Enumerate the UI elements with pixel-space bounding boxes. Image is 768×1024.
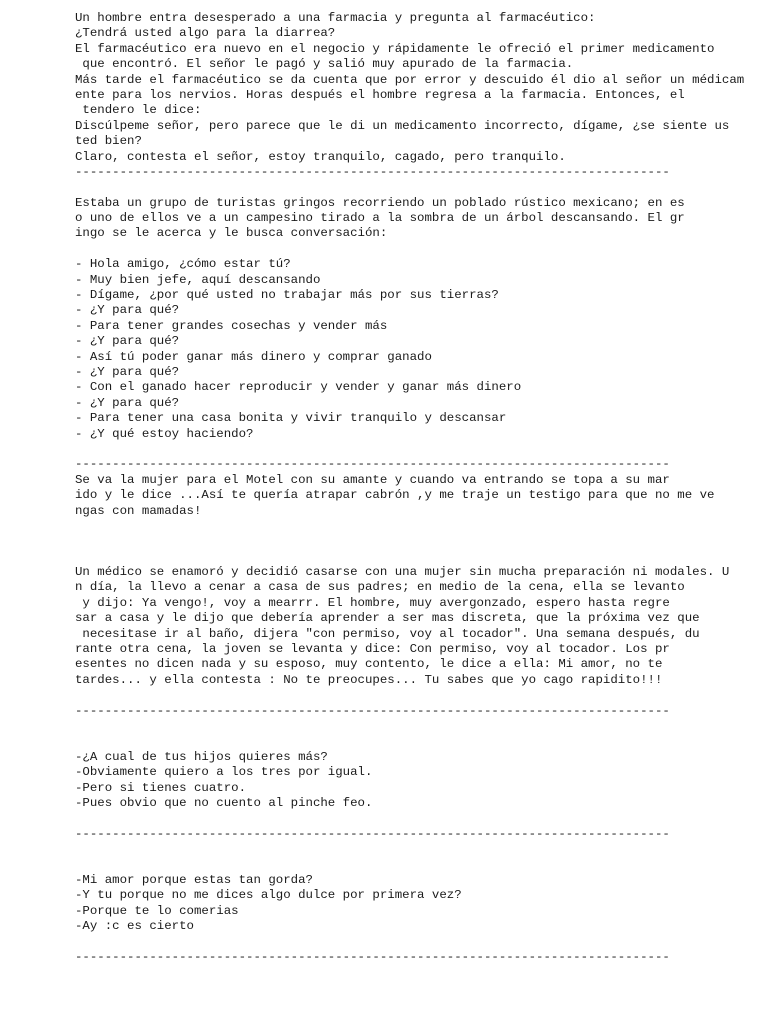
- blank-line: [75, 719, 765, 734]
- separator-line: --------------------------------------------------------------------------------: [75, 703, 670, 718]
- blank-line: [75, 934, 765, 949]
- blank-line: [75, 242, 765, 257]
- blank-line: [75, 550, 765, 565]
- text-line: -Obviamente quiero a los tres por igual.: [75, 765, 373, 780]
- text-line: - Para tener grandes cosechas y vender más: [75, 318, 388, 333]
- text-line: - ¿Y para qué?: [75, 364, 180, 379]
- blank-line: [75, 857, 765, 872]
- text-line: Un hombre entra desesperado a una farmacia y pregunta al farmacéutico:: [75, 11, 596, 25]
- text-line: ted bien?: [75, 134, 142, 149]
- text-line: ingo se le acerca y le busca conversación:: [75, 226, 388, 241]
- text-line: que encontró. El señor le pagó y salió muy apurado de la farmacia.: [75, 57, 574, 72]
- text-line: - ¿Y para qué?: [75, 395, 180, 410]
- text-line: - ¿Y para qué?: [75, 303, 180, 318]
- blank-line: [75, 442, 765, 457]
- text-line: tardes... y ella contesta : No te preocupes... Tu sabes que yo cago rapidito!!!: [75, 672, 663, 687]
- text-line: necesitase ir al baño, dijera "con permiso, voy al tocador". Una semana después, du: [75, 626, 700, 641]
- text-line: -Porque te lo comerias: [75, 903, 239, 918]
- separator-line: --------------------------------------------------------------------------------: [75, 949, 670, 964]
- text-line: -Mi amor porque estas tan gorda?: [75, 872, 313, 887]
- text-line: - Para tener una casa bonita y vivir tranquilo y descansar: [75, 411, 507, 426]
- text-line: -Y tu porque no me dices algo dulce por primera vez?: [75, 888, 462, 903]
- text-line: o uno de ellos ve a un campesino tirado a la sombra de un árbol descansando. El gr: [75, 211, 685, 226]
- separator-line: --------------------------------------------------------------------------------: [75, 826, 670, 841]
- text-line: y dijo: Ya vengo!, voy a mearrr. El hombre, muy avergonzado, espero hasta regre: [75, 595, 670, 610]
- separator-line: --------------------------------------------------------------------------------: [75, 457, 670, 472]
- text-line: Estaba un grupo de turistas gringos recorriendo un poblado rústico mexicano; en es: [75, 195, 685, 210]
- text-line: Discúlpeme señor, pero parece que le di un medicamento incorrecto, dígame, ¿se siente us: [75, 118, 730, 133]
- text-line: Un médico se enamoró y decidió casarse con una mujer sin mucha preparación ni modales. U: [75, 565, 730, 580]
- text-line: n día, la llevo a cenar a casa de sus padres; en medio de la cena, ella se levanto: [75, 580, 685, 595]
- text-line: -¿A cual de tus hijos quieres más?: [75, 749, 328, 764]
- blank-line: [75, 519, 765, 534]
- text-line: -Pues obvio que no cuento al pinche feo.: [75, 795, 373, 810]
- text-line: tendero le dice:: [75, 103, 202, 118]
- text-line: - Dígame, ¿por qué usted no trabajar más por sus tierras?: [75, 288, 499, 303]
- text-line: esentes no dicen nada y su esposo, muy contento, le dice a ella: Mi amor, no te: [75, 657, 663, 672]
- separator-line: --------------------------------------------------------------------------------: [75, 164, 670, 179]
- text-line: Claro, contesta el señor, estoy tranquilo, cagado, pero tranquilo.: [75, 149, 566, 164]
- text-line: - ¿Y para qué?: [75, 334, 180, 349]
- blank-line: [75, 180, 765, 195]
- text-line: sar a casa y le dijo que debería aprender a ser mas discreta, que la próxima vez que: [75, 611, 700, 626]
- text-line: -Pero si tienes cuatro.: [75, 780, 247, 795]
- text-line: ido y le dice ...Así te quería atrapar cabrón ,y me traje un testigo para que no me ve: [75, 488, 715, 503]
- text-line: - Hola amigo, ¿cómo estar tú?: [75, 257, 291, 272]
- blank-line: [75, 842, 765, 857]
- text-line: - Con el ganado hacer reproducir y vender y ganar más dinero: [75, 380, 522, 395]
- blank-line: [75, 734, 765, 749]
- text-line: Más tarde el farmacéutico se da cuenta que por error y descuido él dio al señor un médicam: [75, 72, 745, 87]
- blank-line: [75, 811, 765, 826]
- text-line: rante otra cena, la joven se levanta y dice: Con permiso, voy al tocador. Los pr: [75, 642, 670, 657]
- text-line: -Ay :c es cierto: [75, 919, 194, 934]
- text-line: - ¿Y qué estoy haciendo?: [75, 426, 254, 441]
- blank-line: [75, 534, 765, 549]
- text-line: - Muy bien jefe, aquí descansando: [75, 272, 321, 287]
- text-line: - Así tú poder ganar más dinero y comprar ganado: [75, 349, 432, 364]
- text-line: ¿Tendrá usted algo para la diarrea?: [75, 26, 336, 41]
- document-page: [75, 11, 765, 965]
- blank-line: [75, 688, 765, 703]
- text-line: Se va la mujer para el Motel con su amante y cuando va entrando se topa a su mar: [75, 472, 670, 487]
- text-line: ngas con mamadas!: [75, 503, 202, 518]
- text-line: ente para los nervios. Horas después el hombre regresa a la farmacia. Entonces, el: [75, 87, 685, 102]
- text-line: El farmacéutico era nuevo en el negocio y rápidamente le ofreció el primer medicamento: [75, 41, 715, 56]
